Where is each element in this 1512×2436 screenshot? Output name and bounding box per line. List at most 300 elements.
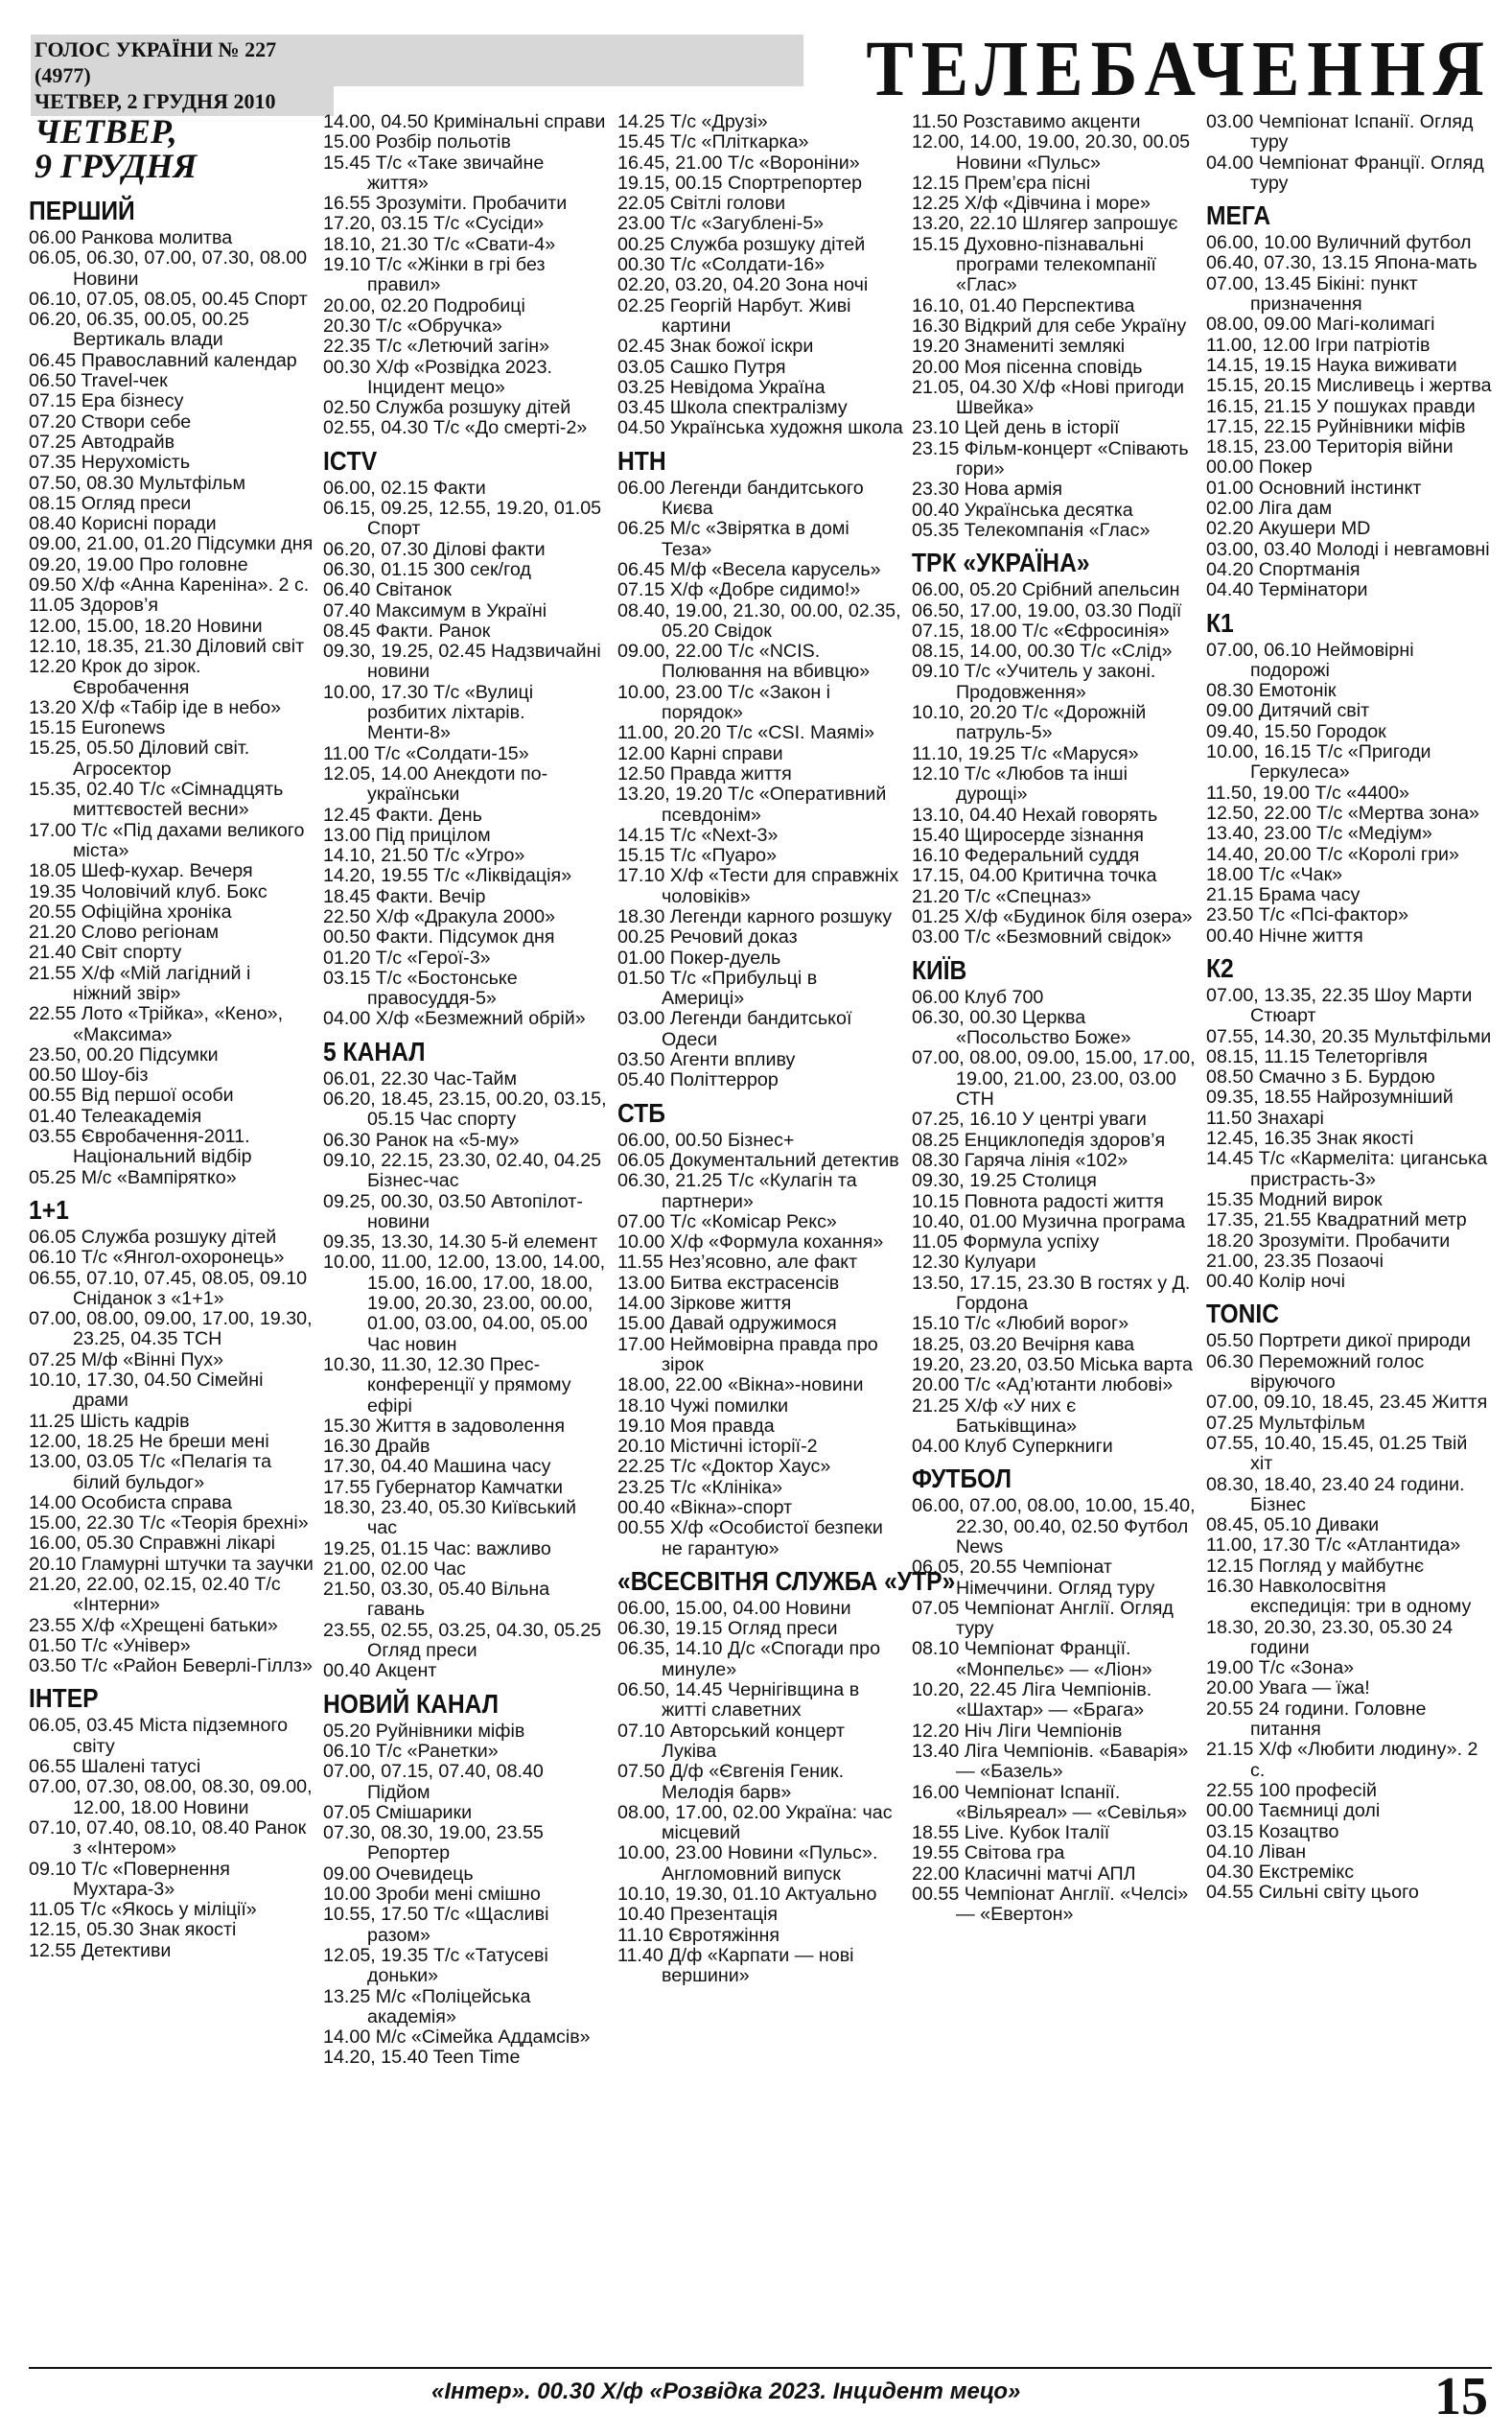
channel-block <box>617 112 903 439</box>
program-entry: 00.55 Чемпіонат Англії. «Челсі» — «Евертон» <box>912 1884 1189 1926</box>
program-entry: 15.45 Т/с «Пліткарка» <box>617 131 809 153</box>
program-entry: 06.00, 02.15 Факти <box>323 477 486 499</box>
program-entry: 23.00 Т/с «Загублені-5» <box>617 213 825 235</box>
program-entry: 01.00 Основний інстинкт <box>1206 477 1422 499</box>
program-entry: 03.15 Козацтво <box>1206 1820 1339 1842</box>
masthead <box>25 25 1492 114</box>
program-entry: 17.30, 04.40 Машина часу <box>323 1456 551 1478</box>
program-entry: 04.30 Екстремікс <box>1206 1862 1355 1884</box>
channel-heading: ICTV <box>323 445 378 476</box>
program-entry: 12.50, 22.00 Т/с «Мертва зона» <box>1206 802 1479 824</box>
program-entry: 06.00, 07.00, 08.00, 10.00, 15.40, 22.30, 00.40, 02.50 Футбол News <box>912 1495 1196 1558</box>
program-entry: 06.30, 01.15 300 сек/год <box>323 558 531 580</box>
program-entry: 06.20, 06.35, 00.05, 00.25 Вертикаль влади <box>29 309 249 351</box>
program-entry: 00.50 Факти. Підсумок дня <box>323 926 555 949</box>
channel-heading: ІНТЕР <box>29 1683 99 1714</box>
program-entry: 02.45 Знак божої іскри <box>617 336 814 358</box>
program-entry: 18.10 Чужі помилки <box>617 1394 789 1417</box>
program-entry: 11.05 Т/с «Якось у міліції» <box>29 1899 257 1921</box>
program-entry: 07.00, 13.45 Бікіні: пункт призначення <box>1206 272 1418 316</box>
channel-heading: СТБ <box>617 1097 665 1128</box>
program-entry: 11.55 Нез’ясовно, але факт <box>617 1252 858 1274</box>
program-entry: 07.15, 18.00 Т/с «Єфросинія» <box>912 620 1170 642</box>
program-entry: 10.15 Повнота радості життя <box>912 1190 1164 1212</box>
program-entry: 14.00 Особиста справа <box>29 1491 232 1513</box>
program-entry: 06.00, 10.00 Вуличний футбол <box>1206 232 1472 254</box>
program-entry: 09.40, 15.50 Городок <box>1206 720 1386 742</box>
program-entry: 12.10, 18.35, 21.30 Діловий світ <box>29 635 305 657</box>
program-entry: 19.55 Світова гра <box>912 1842 1065 1864</box>
program-entry: 06.30, 19.15 Огляд преси <box>617 1618 838 1640</box>
program-entry: 21.55 Х/ф «Мій лагідний і ніжний звір» <box>29 962 251 1004</box>
channel-heading: ТРК «УКРАЇНА» <box>912 548 1090 578</box>
program-entry: 05.25 М/с «Вампірятко» <box>29 1166 237 1188</box>
program-entry: 11.50 Знахарі <box>1206 1107 1324 1129</box>
program-entry: 16.15, 21.15 У пошуках правди <box>1206 395 1476 417</box>
program-entry: 06.05 Служба розшуку дітей <box>29 1226 277 1248</box>
day-heading-line: 9 ГРУДНЯ <box>35 147 198 185</box>
channel-heading: НТН <box>617 445 666 476</box>
program-entry: 08.00, 09.00 Магі-колимагі <box>1206 314 1435 336</box>
program-entry: 07.00 Т/с «Комісар Рекс» <box>617 1210 837 1232</box>
program-entry: 11.40 Д/ф «Карпати — нові вершини» <box>617 1944 854 1987</box>
program-entry: 19.20 Знаменитi землякi <box>912 336 1126 358</box>
program-entry: 12.00, 14.00, 19.00, 20.30, 00.05 Новини «Пульс» <box>912 131 1191 174</box>
program-entry: 00.40 «Вікна»-спорт <box>617 1497 793 1518</box>
program-entry: 00.40 Нічне життя <box>1206 925 1363 947</box>
program-entry: 08.30, 18.40, 23.40 24 години. Бізнес <box>1206 1473 1465 1515</box>
program-entry: 06.05, 06.30, 07.00, 07.30, 08.00 Новини <box>29 247 308 290</box>
channel-heading: НОВИЙ КАНАЛ <box>323 1688 500 1719</box>
footer <box>29 2367 1492 2426</box>
program-entry: 07.55, 10.40, 15.45, 01.25 Твій хіт <box>1206 1432 1468 1475</box>
program-entry: 04.55 Сильні світу цього <box>1206 1882 1419 1904</box>
program-entry: 00.40 Колір ночі <box>1206 1271 1346 1293</box>
program-entry: 04.00 Чемпіонат Франції. Огляд туру <box>1206 152 1484 194</box>
program-entry: 07.15 Ера бізнесу <box>29 390 184 412</box>
program-entry: 04.00 Клуб Суперкниги <box>912 1436 1113 1458</box>
program-entry: 06.00 Ранкова молитва <box>29 227 233 248</box>
program-entry: 00.50 Шоу-біз <box>29 1065 149 1087</box>
program-entry: 23.55 Х/ф «Хрещені батьки» <box>29 1614 278 1636</box>
program-entry: 06.00 Клуб 700 <box>912 986 1044 1008</box>
program-entry: 20.00 Т/с «Ад’ютанти любові» <box>912 1374 1174 1396</box>
program-entry: 13.25 М/с «Поліцейська академія» <box>323 1985 531 2027</box>
issue-info <box>31 35 334 116</box>
program-entry: 02.50 Служба розшуку дітей <box>323 397 571 419</box>
program-entry: 12.20 Ніч Ліги Чемпіонів <box>912 1720 1123 1742</box>
program-entry: 11.50 Розставимо акценти <box>912 111 1141 132</box>
program-entry: 21.05, 04.30 Х/ф «Нові пригоди Швейка» <box>912 376 1184 419</box>
program-entry: 06.50, 17.00, 19.00, 03.30 Події <box>912 599 1182 621</box>
program-entry: 11.25 Шість кадрів <box>29 1410 190 1432</box>
program-entry: 03.55 Євробачення-2011. Національний відбір <box>29 1126 252 1168</box>
program-entry: 14.10, 21.50 Т/с «Угро» <box>323 845 525 867</box>
channel-heading: 5 КАНАЛ <box>323 1036 426 1066</box>
program-entry: 07.00, 13.35, 22.35 Шоу Марти Стюарт <box>1206 984 1473 1027</box>
program-entry: 21.20 Т/с «Спецназ» <box>912 885 1092 907</box>
program-entry: 22.05 Світлі голови <box>617 193 786 215</box>
program-entry: 03.15 Т/с «Бостонське правосуддя-5» <box>323 967 518 1010</box>
program-entry: 16.00 Чемпіонат Іспанії. «Вільяреал» — «Севілья» <box>912 1781 1188 1823</box>
channel-heading: ТОNIС <box>1206 1299 1280 1329</box>
program-entry: 09.00 Дитячий світ <box>1206 700 1370 722</box>
program-entry: 00.55 Х/ф «Особистої безпеки не гарантую» <box>617 1517 883 1559</box>
program-entry: 13.10, 04.40 Нехай говорять <box>912 804 1158 826</box>
program-entry: 07.00, 08.00, 09.00, 17.00, 19.30, 23.25, 04.35 ТСН <box>29 1308 313 1350</box>
program-entry: 14.15 Т/с «Next-3» <box>617 824 779 846</box>
program-entry: 00.40 Акцент <box>323 1660 437 1682</box>
program-entry: 14.00 Зіркове життя <box>617 1293 792 1315</box>
program-entry: 12.10 Т/с «Любов та інші дурощі» <box>912 762 1128 806</box>
program-entry: 01.20 Т/с «Герої-3» <box>323 947 491 969</box>
program-entry: 22.55 Лото «Трійка», «Кено», «Максима» <box>29 1003 284 1045</box>
program-entry: 16.30 Навколосвітня експедиція: три в одному <box>1206 1576 1472 1618</box>
program-entry: 09.00 Очевидець <box>323 1862 474 1885</box>
paper-date-line: ЧЕТВЕР, 2 ГРУДНЯ 2010 <box>35 89 276 113</box>
program-entry: 12.30 Кулуари <box>912 1252 1036 1274</box>
program-entry: 06.35, 14.10 Д/с «Спогади про минуле» <box>617 1638 881 1680</box>
program-entry: 15.35, 02.40 Т/с «Сімнадцять миттєвостей весни» <box>29 779 284 821</box>
program-entry: 06.40 Світанок <box>323 579 452 601</box>
channel-block <box>1206 201 1492 600</box>
channel-block <box>1206 954 1492 1292</box>
program-entry: 10.10, 20.20 Т/с «Дорожній патруль-5» <box>912 702 1147 744</box>
program-entry: 18.20 Зрозуміти. Пробачити <box>1206 1230 1451 1252</box>
program-entry: 09.30, 19.25, 02.45 Надзвичайні новини <box>323 641 601 683</box>
program-entry: 20.30 Т/с «Обручка» <box>323 315 502 337</box>
program-entry: 08.45, 05.10 Диваки <box>1206 1514 1380 1536</box>
channel-block <box>323 112 609 439</box>
program-entry: 22.50 Х/ф «Дракула 2000» <box>323 905 556 927</box>
program-entry: 15.35 Модний вирок <box>1206 1188 1383 1210</box>
program-entry: 20.00, 02.20 Подробиці <box>323 294 525 316</box>
channel-block <box>323 1690 609 2069</box>
channel-block <box>29 1684 314 1961</box>
program-entry: 11.00, 20.20 Т/с «CSI. Маямі» <box>617 722 875 744</box>
program-entry: 12.45, 16.35 Знак якості <box>1206 1128 1414 1150</box>
program-entry: 12.05, 19.35 Т/с «Татусеві доньки» <box>323 1944 548 1987</box>
program-entry: 10.00, 23.00 Т/с «Закон і порядок» <box>617 681 831 724</box>
program-entry: 08.40 Корисні поради <box>29 513 217 535</box>
program-entry: 11.00, 17.30 Т/с «Атлантида» <box>1206 1534 1461 1557</box>
program-entry: 23.25 Т/с «Клініка» <box>617 1476 783 1498</box>
program-entry: 19.20, 23.20, 03.50 Міська варта <box>912 1353 1193 1375</box>
program-entry: 00.25 Служба розшуку дітей <box>617 233 866 255</box>
program-entry: 06.05, 03.45 Міста підземного світу <box>29 1715 289 1757</box>
program-entry: 20.55 24 години. Головне питання <box>1206 1698 1427 1741</box>
program-entry: 22.00 Класичні матчі АПЛ <box>912 1862 1136 1885</box>
program-entry: 16.45, 21.00 Т/с «Вороніни» <box>617 152 860 174</box>
program-entry: 17.00 Неймовірна правда про зірок <box>617 1333 878 1375</box>
program-entry: 01.40 Телеакадемія <box>29 1105 202 1127</box>
program-entry: 06.01, 22.30 Час-Тайм <box>323 1067 518 1089</box>
program-entry: 06.30, 00.30 Церква «Посольство Боже» <box>912 1006 1131 1049</box>
footer-promo: «Інтер». 00.30 Х/ф «Розвідка 2023. Інцидент мецо» <box>431 2378 1021 2404</box>
program-entry: 20.55 Офіційна хроніка <box>29 901 232 923</box>
program-entry: 12.00, 15.00, 18.20 Новини <box>29 615 263 637</box>
program-entry: 11.05 Формула успіху <box>912 1231 1100 1253</box>
program-entry: 15.25, 05.50 Діловий світ. Агросектор <box>29 738 250 780</box>
program-entry: 06.10 Т/с «Ранетки» <box>323 1740 499 1762</box>
program-entry: 09.50 Х/ф «Анна Кареніна». 2 с. <box>29 574 310 597</box>
program-entry: 04.50 Українська художня школа <box>617 417 903 439</box>
program-entry: 12.50 Правда життя <box>617 762 792 785</box>
program-entry: 06.20, 18.45, 23.15, 00.20, 03.15, 05.15 Час спорту <box>323 1089 607 1131</box>
program-entry: 07.40 Максимум в Україні <box>323 599 547 621</box>
program-entry: 12.00 Карні справи <box>617 742 783 764</box>
program-entry: 21.20 Слово регіонам <box>29 922 220 944</box>
program-entry: 12.00, 18.25 Не бреши мені <box>29 1430 269 1452</box>
program-entry: 16.00, 05.30 Справжні лікарі <box>29 1533 276 1555</box>
program-entry: 09.30, 19.25 Столиця <box>912 1170 1097 1192</box>
program-entry: 16.30 Відкрий для себе Україну <box>912 315 1187 337</box>
listing-column <box>912 112 1198 2354</box>
program-entry: 12.25 Х/ф «Дівчина і море» <box>912 193 1151 215</box>
program-entry: 07.00, 06.10 Неймовірні подорожі <box>1206 639 1414 681</box>
program-entry: 14.00, 04.50 Кримінальні справи <box>323 111 606 132</box>
channel-block <box>29 1196 314 1677</box>
program-entry: 23.50, 00.20 Підсумки <box>29 1043 219 1066</box>
program-entry: 06.45 Православний календар <box>29 349 297 371</box>
program-entry: 10.55, 17.50 Т/с «Щасливі разом» <box>323 1904 549 1946</box>
program-entry: 17.15, 04.00 Критична точка <box>912 865 1157 887</box>
program-entry: 19.10 Т/с «Жінки в грі без правил» <box>323 254 546 296</box>
program-entry: 14.40, 20.00 Т/с «Королі гри» <box>1206 843 1459 865</box>
program-entry: 07.35 Нерухомість <box>29 452 191 474</box>
program-entry: 06.15, 09.25, 12.55, 19.20, 01.05 Спорт <box>323 498 602 540</box>
program-entry: 02.00 Ліга дам <box>1206 498 1333 520</box>
program-entry: 20.10 Містичні історії-2 <box>617 1436 818 1458</box>
program-entry: 12.15 Погляд у майбутнє <box>1206 1555 1425 1577</box>
program-entry: 19.00 Т/с «Зона» <box>1206 1657 1355 1679</box>
program-entry: 03.45 Школа спектралізму <box>617 397 848 419</box>
program-entry: 10.00, 11.00, 12.00, 13.00, 14.00, 15.00, 16.00, 17.00, 18.00, 19.00, 20.30, 23.00, 00.00, 01.00, 03.00, 04.00, 05.00 Час новин <box>323 1252 606 1355</box>
program-entry: 10.00 Х/ф «Формула кохання» <box>617 1231 884 1253</box>
channel-heading: ПЕРШИЙ <box>29 196 135 225</box>
program-entry: 08.10 Чемпіонат Франції. «Монпельє» — «Ліон» <box>912 1638 1152 1680</box>
program-entry: 07.15 Х/ф «Добре сидимо!» <box>617 579 861 601</box>
channel-heading: МЕГА <box>1206 200 1271 231</box>
channel-block <box>1206 1300 1492 1903</box>
program-entry: 19.35 Чоловічий клуб. Бокс <box>29 880 268 902</box>
program-entry: 15.15 Т/с «Пуаро» <box>617 845 778 867</box>
program-entry: 23.55, 02.55, 03.25, 04.30, 05.25 Огляд преси <box>323 1619 602 1662</box>
program-entry: 18.25, 03.20 Вечірня кава <box>912 1333 1135 1355</box>
program-entry: 07.10 Авторський концерт Луківа <box>617 1720 845 1762</box>
program-entry: 23.10 Цей день в історії <box>912 417 1120 439</box>
program-entry: 16.10 Федеральний суддя <box>912 845 1140 867</box>
program-entry: 14.20, 19.55 Т/с «Ліквідація» <box>323 865 572 887</box>
day-heading <box>35 114 314 183</box>
program-entry: 09.00, 22.00 Т/с «NCIS. Полювання на вбивцю» <box>617 641 871 683</box>
channel-block <box>617 1565 956 1987</box>
program-entry: 16.30 Драйв <box>323 1436 430 1458</box>
program-entry: 21.50, 03.30, 05.40 Вільна гавань <box>323 1579 550 1621</box>
program-entry: 00.00 Покер <box>1206 457 1313 479</box>
program-entry: 18.55 Live. Кубок Італії <box>912 1822 1110 1844</box>
program-entry: 06.05, 20.55 Чемпіонат Німеччини. Огляд туру <box>912 1557 1155 1599</box>
channel-block <box>912 956 1198 1458</box>
program-entry: 02.55, 04.30 Т/с «До смерті-2» <box>323 417 588 439</box>
page-number: 15 <box>1434 2367 1488 2426</box>
program-entry: 06.00, 15.00, 04.00 Новини <box>617 1597 851 1619</box>
program-entry: 01.50 Т/с «Прибульці в Америці» <box>617 967 818 1010</box>
program-entry: 05.50 Портрети дикої природи <box>1206 1330 1471 1352</box>
program-entry: 15.40 Щиросерде зізнання <box>912 824 1144 846</box>
program-entry: 06.20, 07.30 Ділові факти <box>323 538 546 560</box>
program-entry: 03.50 Агенти впливу <box>617 1049 796 1071</box>
program-entry: 07.25 Автодрайв <box>29 431 175 453</box>
program-entry: 08.40, 19.00, 21.30, 00.00, 02.35, 05.20 Свідок <box>617 599 901 642</box>
program-entry: 15.00, 22.30 Т/с «Теорія брехні» <box>29 1512 309 1534</box>
program-entry: 08.25 Енциклопедія здоров’я <box>912 1129 1166 1151</box>
program-entry: 14.00 М/с «Сімейка Аддамсів» <box>323 2026 591 2049</box>
program-entry: 10.00, 17.30 Т/с «Вулиці розбитих ліхтарів. Менти-8» <box>323 681 534 744</box>
channel-block <box>617 1099 903 1559</box>
program-entry: 06.50, 14.45 Чернігівщина в житті славетних <box>617 1679 860 1722</box>
program-entry: 06.10 Т/с «Янгол-охоронець» <box>29 1247 285 1269</box>
program-entry: 11.10 Євротяжіння <box>617 1924 779 1946</box>
program-entry: 11.10, 19.25 Т/с «Маруся» <box>912 742 1139 764</box>
program-entry: 04.20 Спортманія <box>1206 558 1361 580</box>
program-entry: 00.25 Речовий доказ <box>617 926 798 949</box>
program-entry: 05.20 Руйнівники міфів <box>323 1720 525 1742</box>
program-entry: 08.15, 14.00, 00.30 Т/с «Слід» <box>912 641 1173 663</box>
program-entry: 00.30 Т/с «Солдати-16» <box>617 254 826 276</box>
program-entry: 02.25 Георгій Нарбут. Живі картини <box>617 294 851 337</box>
program-entry: 07.25 Мультфільм <box>1206 1412 1365 1434</box>
channel-block <box>912 112 1198 541</box>
program-entry: 21.40 Світ спорту <box>29 942 182 964</box>
program-entry: 13.40, 23.00 Т/с «Медіум» <box>1206 823 1432 845</box>
header-band <box>324 35 803 86</box>
program-entry: 06.55 Шалені татусі <box>29 1756 201 1778</box>
program-entry: 17.15, 22.15 Руйнівники міфів <box>1206 415 1466 437</box>
program-entry: 06.10, 07.05, 08.05, 00.45 Спорт <box>29 288 308 310</box>
program-entry: 14.15, 19.15 Наука виживати <box>1206 354 1457 376</box>
program-entry: 10.10, 19.30, 01.10 Актуально <box>617 1884 877 1906</box>
program-entry: 12.55 Детективи <box>29 1939 172 1961</box>
program-entry: 17.55 Губернатор Камчатки <box>323 1476 564 1498</box>
program-entry: 10.30, 11.30, 12.30 Прес-конференції у прямому ефірі <box>323 1353 571 1417</box>
program-entry: 09.00, 21.00, 01.20 Підсумки дня <box>29 533 314 555</box>
program-entry: 23.15 Фільм-концерт «Співають гори» <box>912 437 1189 480</box>
program-entry: 08.30 Емотонік <box>1206 680 1337 702</box>
program-entry: 09.25, 00.30, 03.50 Автопілот-новини <box>323 1190 583 1232</box>
program-entry: 10.40 Презентація <box>617 1904 779 1926</box>
program-entry: 07.00, 07.30, 08.00, 08.30, 09.00, 12.00, 18.00 Новини <box>29 1776 313 1818</box>
program-entry: 15.00 Розбір польотів <box>323 131 511 153</box>
program-entry: 08.00, 17.00, 02.00 Україна: час місцевий <box>617 1801 893 1844</box>
program-entry: 06.25 М/с «Звірятка в домі Теза» <box>617 518 849 560</box>
program-entry: 07.20 Створи себе <box>29 410 192 433</box>
program-entry: 04.40 Термінатори <box>1206 579 1368 601</box>
program-entry: 18.00, 22.00 «Вікна»-новини <box>617 1374 864 1396</box>
program-entry: 06.00 Легенди бандитського Києва <box>617 477 864 520</box>
channel-block <box>29 197 314 1188</box>
program-entry: 15.00 Давай одружимося <box>617 1313 837 1335</box>
program-entry: 21.15 Х/ф «Любити людину». 2 с. <box>1206 1739 1478 1781</box>
program-entry: 10.20, 22.45 Ліга Чемпіонів. «Шахтар» — «Брага» <box>912 1679 1152 1722</box>
program-entry: 06.00, 05.20 Срібний апельсин <box>912 579 1180 601</box>
program-entry: 18.30, 23.40, 05.30 Київський час <box>323 1497 577 1539</box>
program-entry: 06.05 Документальний детектив <box>617 1149 899 1171</box>
program-entry: 03.00 Легенди бандитської Одеси <box>617 1008 852 1050</box>
program-entry: 00.40 Українська десятка <box>912 499 1133 521</box>
program-entry: 20.10 Гламурні штучки та зaучки <box>29 1553 314 1575</box>
program-entry: 07.30, 08.30, 19.00, 23.55 Репортер <box>323 1822 544 1864</box>
program-entry: 06.45 М/ф «Весела карусель» <box>617 558 881 580</box>
program-entry: 09.10 Т/с «Учитель у законі. Продовження» <box>912 661 1156 703</box>
program-entry: 14.20, 15.40 Teen Time <box>323 2047 521 2069</box>
program-entry: 19.15, 00.15 Спортрепортер <box>617 172 863 194</box>
program-entry: 13.00 Під прицілом <box>323 824 491 846</box>
program-entry: 06.55, 07.10, 07.45, 08.05, 09.10 Сніданок з «1+1» <box>29 1267 308 1309</box>
program-entry: 17.20, 03.15 Т/с «Сусіди» <box>323 213 545 235</box>
program-entry: 13.50, 17.15, 23.30 В гостях у Д. Гордона <box>912 1272 1191 1315</box>
program-entry: 13.20, 19.20 Т/с «Оперативний псевдонім» <box>617 784 887 826</box>
program-entry: 17.00 Т/с «Під дахами великого міста» <box>29 819 305 861</box>
program-entry: 08.15 Огляд преси <box>29 492 192 514</box>
channel-block <box>912 1464 1198 1925</box>
program-entry: 20.00 Моя пісенна сповідь <box>912 356 1143 378</box>
program-entry: 21.00, 23.35 Позаочі <box>1206 1250 1384 1272</box>
program-entry: 15.45 Т/с «Таке звичайне життя» <box>323 152 545 194</box>
program-entry: 12.20 Крок до зірок. Євробачення <box>29 656 201 698</box>
listing-column <box>29 112 314 2354</box>
channel-block <box>323 1038 609 1682</box>
program-entry: 17.10 Х/ф «Тести для справжніх чоловіків» <box>617 865 899 907</box>
program-entry: 16.55 Зрозуміти. Пробачити <box>323 193 568 215</box>
program-entry: 07.05 Смішарики <box>323 1801 473 1823</box>
paper-issue-line: ГОЛОС УКРАЇНИ № 227 (4977) <box>35 37 277 87</box>
channel-heading: КИЇВ <box>912 954 967 985</box>
channel-block <box>323 447 609 1030</box>
program-entry: 11.00, 12.00 Ігри патріотів <box>1206 334 1431 356</box>
program-entry: 07.25, 16.10 У центрі уваги <box>912 1109 1147 1131</box>
program-entry: 20.00 Увага — їжа! <box>1206 1677 1370 1699</box>
channel-heading: К2 <box>1206 952 1234 983</box>
program-entry: 10.40, 01.00 Музична програма <box>912 1210 1186 1232</box>
program-entry: 21.25 Х/ф «У них є Батьківщина» <box>912 1394 1078 1437</box>
program-entry: 07.50 Д/ф «Євгенія Геник. Мелодія барв» <box>617 1761 845 1803</box>
program-entry: 06.00, 00.50 Бізнес+ <box>617 1129 795 1151</box>
program-entry: 21.20, 22.00, 02.15, 02.40 Т/с «Інтерни» <box>29 1574 281 1616</box>
program-entry: 18.10, 21.30 Т/с «Свати-4» <box>323 233 556 255</box>
program-entry: 22.55 100 професій <box>1206 1779 1377 1801</box>
program-entry: 12.45 Факти. День <box>323 804 482 826</box>
program-entry: 03.00, 03.40 Молоді і невгамовні <box>1206 538 1490 560</box>
program-entry: 01.25 Х/ф «Будинок біля озера» <box>912 905 1193 927</box>
program-entry: 07.05 Чемпіонат Англії. Огляд туру <box>912 1597 1174 1640</box>
program-entry: 07.55, 14.30, 20.35 Мультфільми <box>1206 1025 1492 1047</box>
program-entry: 23.30 Нова армія <box>912 479 1063 501</box>
channel-heading: ФУТБОЛ <box>912 1464 1012 1494</box>
program-entry: 15.30 Життя в задоволення <box>323 1415 566 1437</box>
program-entry: 21.15 Брама часу <box>1206 884 1361 906</box>
program-entry: 23.50 Т/с «Псі-фактор» <box>1206 904 1409 926</box>
program-entry: 07.10, 07.40, 08.10, 08.40 Ранок з «Інтером» <box>29 1816 307 1860</box>
day-heading-line: ЧЕТВЕР, <box>35 112 177 151</box>
program-entry: 18.15, 23.00 Територія війни <box>1206 436 1454 458</box>
program-entry: 13.20, 22.10 Шлягер запрошує <box>912 213 1178 235</box>
channel-block <box>617 447 903 1091</box>
channel-block <box>1206 112 1492 194</box>
program-entry: 07.00, 08.00, 09.00, 15.00, 17.00, 19.00, 21.00, 23.00, 03.00 СТН <box>912 1047 1196 1111</box>
program-entry: 13.00 Битва екстрасенсів <box>617 1272 840 1294</box>
program-entry: 06.40, 07.30, 13.15 Япона-мать <box>1206 252 1477 274</box>
